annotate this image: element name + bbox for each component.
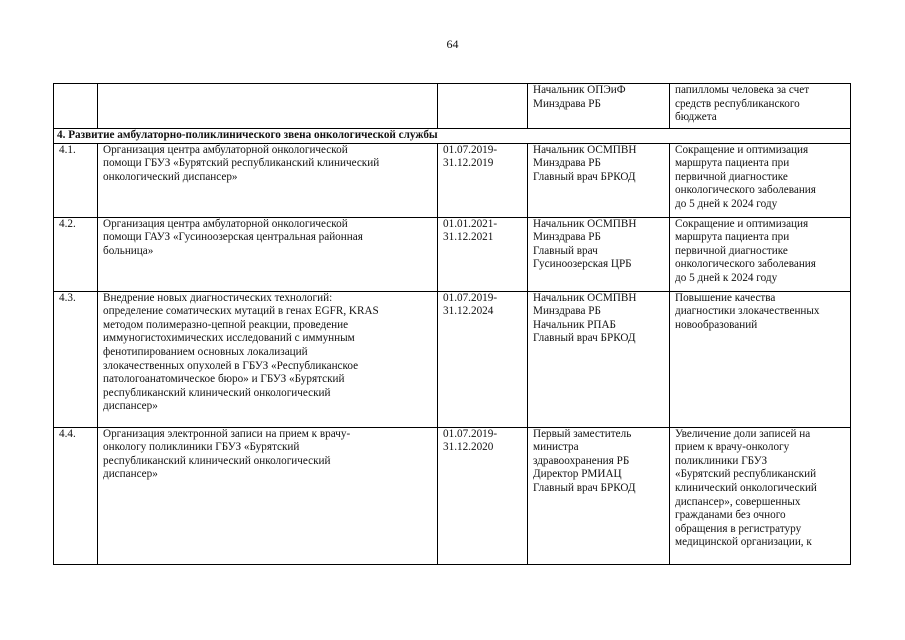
measure-name-cell-line: Внедрение новых диагностических технологий: (103, 291, 333, 304)
responsible-cell-line: Начальник ОСМПВН (533, 291, 637, 304)
responsible-cell-line: Главный врач (533, 244, 598, 257)
result-cell-line: маршрута пациента при (675, 231, 790, 244)
result-cell (670, 291, 851, 427)
result-cell-line: до 5 дней к 2024 году (675, 271, 778, 284)
dates-cell (438, 291, 528, 427)
dates-cell-line: 31.12.2024 (443, 305, 494, 318)
responsible-cell-line: Главный врач БРКОД (533, 170, 636, 183)
dates-cell-line: 01.07.2019- (443, 291, 498, 304)
measure-name-cell-line: диспансер» (103, 400, 158, 413)
measure-name-cell-line: помощи ГБУЗ «Бурятский республиканский клинический (103, 157, 380, 170)
result-cell-line: первичной диагностике (675, 244, 788, 257)
responsible-cell-line: Директор РМИАЦ (533, 468, 622, 481)
measure-name-cell-line: республиканский клинический онкологический (103, 386, 331, 399)
result-cell-line: новообразований (675, 318, 758, 331)
dates-cell-line: 31.12.2020 (443, 441, 494, 454)
row-number-cell: 4.3. (54, 291, 98, 427)
row-number-cell (54, 84, 98, 129)
measure-name-cell-line: определение соматических мутаций в генах EGFR, KRAS (103, 305, 379, 318)
measure-name-cell-line: Организация центра амбулаторной онкологической (103, 217, 348, 230)
row-number-cell: 4.2. (54, 217, 98, 291)
measure-name-cell-line: республиканский клинический онкологический (103, 454, 331, 467)
result-cell-line: Сокращение и оптимизация (675, 217, 809, 230)
responsible-cell-line: Минздрава РБ (533, 97, 601, 110)
responsible-cell-line: Начальник ОСМПВН (533, 143, 637, 156)
responsible-cell-line: Начальник ОСМПВН (533, 217, 637, 230)
responsible-cell-line: Начальник РПАБ (533, 318, 616, 331)
measures-table (53, 83, 851, 565)
responsible-cell-line: Минздрава РБ (533, 305, 601, 318)
result-cell-line: средств республиканского (675, 97, 800, 110)
measure-name-cell-line: злокачественных опухолей в ГБУЗ «Республиканское (103, 359, 359, 372)
measure-name-cell (98, 143, 438, 217)
result-cell (670, 143, 851, 217)
measure-name-cell-line: методом полимеразно-цепной реакции, проведение (103, 318, 349, 331)
result-cell-line: диспансер», совершенных (675, 495, 801, 508)
continuation-row (54, 84, 851, 129)
section-row (54, 129, 851, 144)
result-cell (670, 217, 851, 291)
dates-cell-line: 01.07.2019- (443, 427, 498, 440)
measure-name-cell-line: фенотипированием основных локализаций (103, 345, 308, 358)
result-cell-line: поликлиники ГБУЗ (675, 454, 768, 467)
responsible-cell (528, 143, 670, 217)
dates-cell (438, 427, 528, 564)
result-cell-line: диагностики злокачественных (675, 305, 820, 318)
measure-name-cell (98, 217, 438, 291)
result-cell-line: Повышение качества (675, 291, 776, 304)
result-cell-line: медицинской организации, к (675, 536, 812, 549)
responsible-cell-line: Первый заместитель (533, 427, 632, 440)
measure-name-cell-line: иммуногистохимических исследований с иммунным (103, 332, 355, 345)
result-cell-line: маршрута пациента при (675, 157, 790, 170)
table-row (54, 291, 851, 427)
measure-name-cell-line: больница» (103, 244, 154, 257)
responsible-cell-line: министра (533, 441, 579, 454)
result-cell-line: Увеличение доли записей на (675, 427, 811, 440)
result-cell-line: обращения в регистратуру (675, 522, 802, 535)
result-cell-line: клинический онкологический (675, 481, 817, 494)
measure-name-cell-line: онкологу поликлиники ГБУЗ «Бурятский (103, 441, 300, 454)
measure-name-cell (98, 427, 438, 564)
responsible-cell (528, 84, 670, 129)
responsible-cell-line: Минздрава РБ (533, 231, 601, 244)
measure-name-cell-line: Организация электронной записи на прием к врачу- (103, 427, 351, 440)
result-cell-line: онкологического заболевания (675, 258, 816, 271)
result-cell (670, 84, 851, 129)
result-cell-line: прием к врачу-онкологу (675, 441, 790, 454)
responsible-cell-line: Гусиноозерская ЦРБ (533, 258, 632, 271)
responsible-cell (528, 291, 670, 427)
table-row (54, 217, 851, 291)
page-number: 64 (446, 37, 459, 51)
dates-cell (438, 143, 528, 217)
row-number-cell: 4.1. (54, 143, 98, 217)
result-cell-line: бюджета (675, 111, 717, 124)
measure-name-cell-line: онкологический диспансер» (103, 170, 238, 183)
section-title: 4. Развитие амбулаторно-поликлинического звена онкологической службы (54, 129, 851, 144)
dates-cell (438, 217, 528, 291)
result-cell-line: папилломы человека за счет (675, 84, 810, 96)
dates-cell-line: 31.12.2021 (443, 231, 494, 244)
responsible-cell (528, 217, 670, 291)
row-number-cell: 4.4. (54, 427, 98, 564)
responsible-cell (528, 427, 670, 564)
responsible-cell-line: Главный врач БРКОД (533, 332, 636, 345)
responsible-cell-line: здравоохранения РБ (533, 454, 630, 467)
measure-name-cell-line: патологоанатомическое бюро» и ГБУЗ «Бурятский (103, 373, 345, 386)
measure-name-cell (98, 84, 438, 129)
responsible-cell-line: Главный врач БРКОД (533, 481, 636, 494)
table-row (54, 427, 851, 564)
measure-name-cell-line: Организация центра амбулаторной онкологической (103, 143, 348, 156)
dates-cell-line: 01.01.2021- (443, 217, 498, 230)
result-cell-line: онкологического заболевания (675, 184, 816, 197)
responsible-cell-line: Минздрава РБ (533, 157, 601, 170)
result-cell-line: «Бурятский республиканский (675, 468, 817, 481)
result-cell-line: до 5 дней к 2024 году (675, 197, 778, 210)
dates-cell-line: 31.12.2019 (443, 157, 494, 170)
dates-cell-line: 01.07.2019- (443, 143, 498, 156)
result-cell-line: первичной диагностике (675, 170, 788, 183)
measure-name-cell (98, 291, 438, 427)
responsible-cell-line: Начальник ОПЭиФ (533, 84, 626, 96)
table-row (54, 143, 851, 217)
dates-cell (438, 84, 528, 129)
result-cell-line: гражданами без очного (675, 509, 786, 522)
measure-name-cell-line: диспансер» (103, 468, 158, 481)
measure-name-cell-line: помощи ГАУЗ «Гусиноозерская центральная районная (103, 231, 363, 244)
result-cell-line: Сокращение и оптимизация (675, 143, 809, 156)
result-cell (670, 427, 851, 564)
